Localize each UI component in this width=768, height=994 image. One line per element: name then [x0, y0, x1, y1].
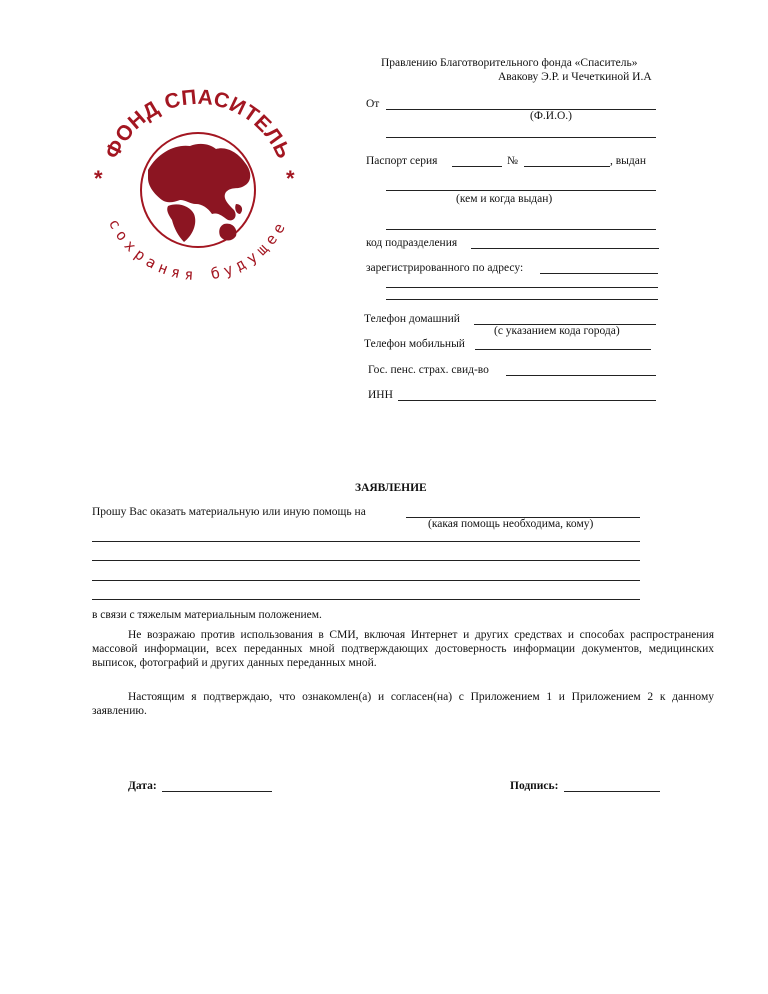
passport-number-sign: №	[507, 155, 518, 167]
recipient-line-2: Авакову Э.Р. и Чечеткиной И.А	[498, 71, 652, 83]
passport-issued-label: , выдан	[610, 155, 647, 167]
consent-paragraph: Не возражаю против использования в СМИ, включая Интернет и других средствах и способах распространения массовой информации, всех переданных мной подтверждающих достоверность информации документов, медицинских выписок, фотографий и других данных переданных мной.	[92, 629, 714, 669]
request-line-4[interactable]	[92, 599, 640, 600]
address-field-1[interactable]	[540, 273, 658, 274]
request-text: Прошу Вас оказать материальную или иную помощь на	[92, 506, 366, 518]
globe-icon	[141, 133, 255, 247]
division-code-label: код подразделения	[366, 237, 458, 249]
pension-field[interactable]	[506, 375, 656, 376]
logo-star-right: *	[286, 166, 295, 191]
fond-spasitel-logo	[86, 86, 308, 286]
signature-field[interactable]	[564, 791, 660, 792]
reason-text: в связи с тяжелым материальным положением.	[92, 609, 322, 621]
home-phone-label: Телефон домашний	[364, 313, 460, 325]
signature-label: Подпись:	[510, 780, 559, 792]
recipient-line-1: Правлению Благотворительного фонда «Спаситель»	[381, 57, 638, 69]
logo-star-left: *	[94, 166, 103, 191]
passport-number-field[interactable]	[524, 166, 610, 167]
issued-hint: (кем и когда выдан)	[456, 193, 553, 205]
from-label: От	[366, 98, 380, 110]
inn-label: ИНН	[368, 389, 393, 401]
division-code-field[interactable]	[471, 248, 659, 249]
request-line-3[interactable]	[92, 580, 640, 581]
pension-label: Гос. пенс. страх. свид-во	[368, 364, 489, 376]
inn-field[interactable]	[398, 400, 656, 401]
passport-label: Паспорт серия	[366, 155, 438, 167]
mobile-phone-label: Телефон мобильный	[364, 338, 465, 350]
logo-top-text: ФОНД СПАСИТЕЛЬ	[100, 86, 296, 163]
logo-bottom-text: сохраняя будущее	[104, 215, 292, 285]
address-field-2[interactable]	[386, 287, 658, 288]
confirm-paragraph: Настоящим я подтверждаю, что ознакомлен(а) и согласен(на) с Приложением 1 и Приложением 2 к данному заявлению.	[92, 691, 714, 717]
statement-title: ЗАЯВЛЕНИЕ	[355, 482, 427, 494]
date-label: Дата:	[128, 780, 157, 792]
date-field[interactable]	[162, 791, 272, 792]
mobile-phone-field[interactable]	[475, 349, 651, 350]
issued-by-field[interactable]	[386, 190, 656, 191]
fio-hint: (Ф.И.О.)	[530, 110, 572, 122]
request-hint: (какая помощь необходима, кому)	[428, 518, 594, 530]
request-line-2[interactable]	[92, 560, 640, 561]
home-phone-hint: (с указанием кода города)	[494, 325, 620, 337]
registered-label: зарегистрированного по адресу:	[366, 262, 524, 274]
from-field[interactable]	[386, 109, 656, 110]
address-field-3[interactable]	[386, 299, 658, 300]
issued-by-field-2[interactable]	[386, 229, 656, 230]
from-field-2[interactable]	[386, 137, 656, 138]
request-line-1[interactable]	[92, 541, 640, 542]
passport-series-field[interactable]	[452, 166, 502, 167]
